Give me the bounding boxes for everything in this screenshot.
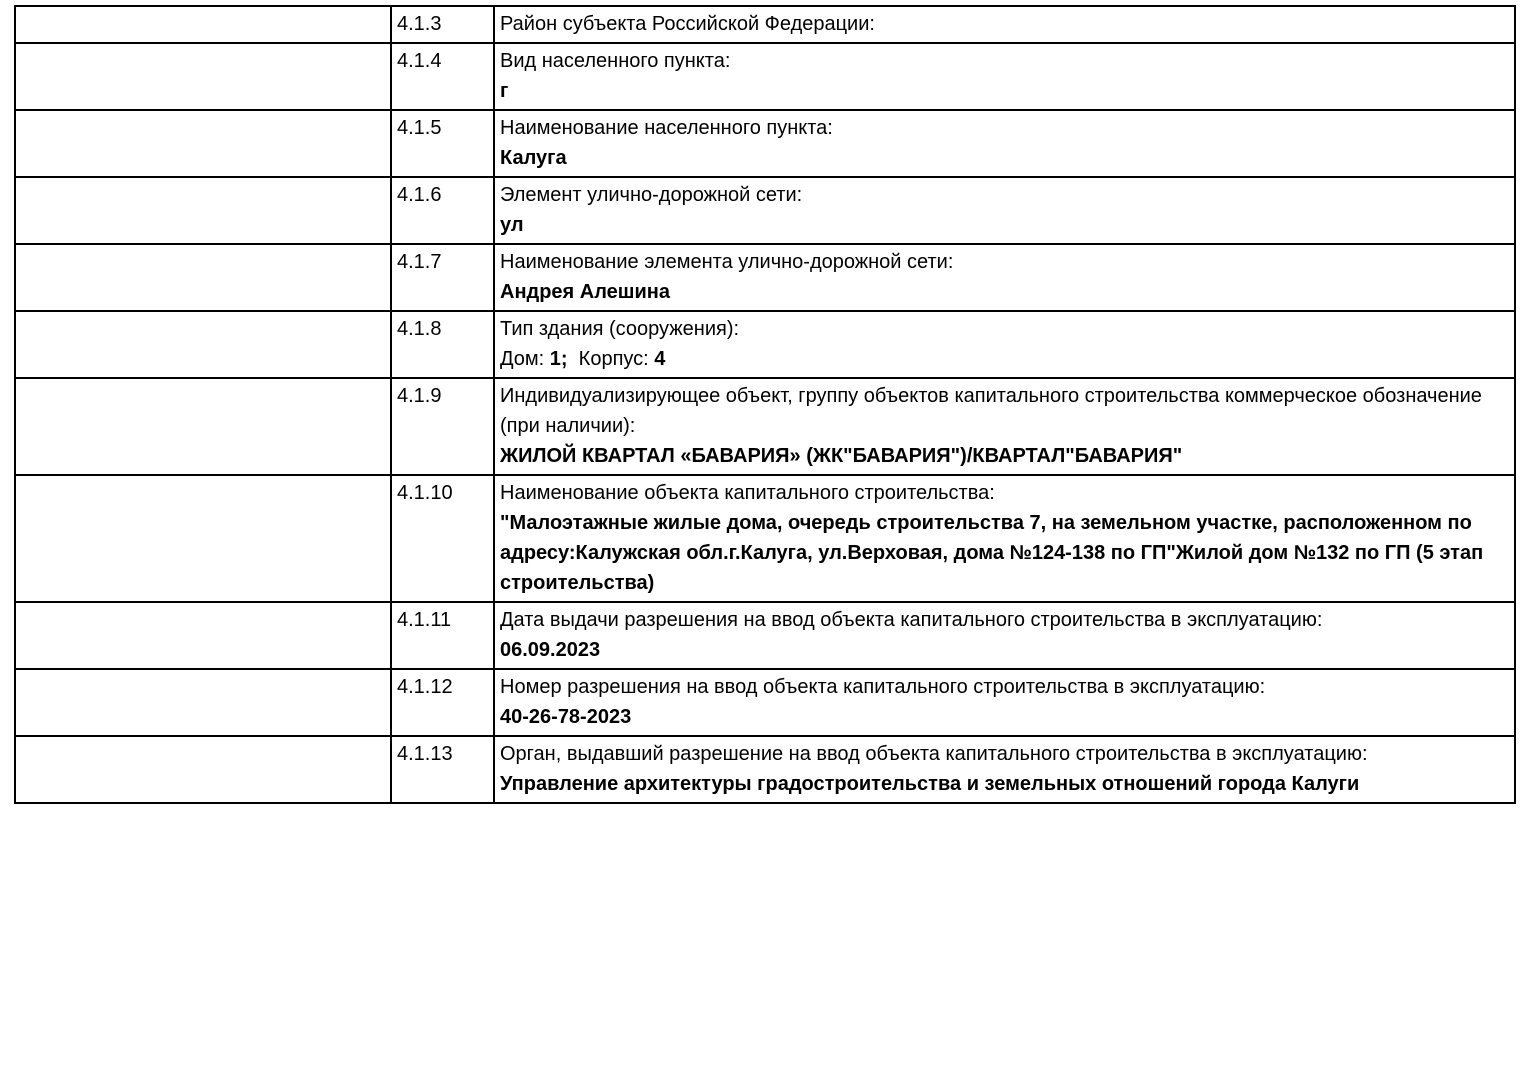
table-row [15,311,1515,378]
item-label: Тип здания (сооружения): [500,318,740,340]
table-row [15,669,1515,736]
item-number: 4.1.4 [391,43,494,110]
item-value: Управление архитектуры градостроительства и земельных отношений города Калуги [500,773,1360,795]
item-content-cell [494,669,1515,736]
item-value: ул [500,214,524,236]
item-number: 4.1.3 [391,6,494,43]
table-row [15,43,1515,110]
item-value: 06.09.2023 [500,639,601,661]
table-row [15,475,1515,602]
empty-cell [15,602,391,669]
item-value [500,344,1509,374]
value-part-regular: Корпус: [567,348,655,370]
item-number: 4.1.11 [391,602,494,669]
item-number: 4.1.12 [391,669,494,736]
empty-cell [15,177,391,244]
empty-cell [15,736,391,803]
item-number: 4.1.13 [391,736,494,803]
empty-cell [15,110,391,177]
value-part-bold: 1; [549,348,568,370]
item-content-cell [494,43,1515,110]
item-label: Вид населенного пункта: [500,50,731,72]
table-row [15,378,1515,475]
item-number: 4.1.8 [391,311,494,378]
item-value: Андрея Алешина [500,281,670,303]
empty-cell [15,6,391,43]
item-content-cell [494,736,1515,803]
table-row [15,110,1515,177]
table-row [15,177,1515,244]
empty-cell [15,311,391,378]
declaration-table-body [15,6,1515,803]
item-number: 4.1.5 [391,110,494,177]
value-part-bold: 4 [654,348,666,370]
item-label: Район субъекта Российской Федерации: [500,13,875,35]
table-row [15,6,1515,43]
item-content-cell [494,110,1515,177]
item-label: Дата выдачи разрешения на ввод объекта капитального строительства в эксплуатацию: [500,609,1323,631]
table-row [15,602,1515,669]
item-content-cell [494,6,1515,43]
item-label: Наименование объекта капитального строительства: [500,482,995,504]
empty-cell [15,669,391,736]
item-label: Наименование элемента улично-дорожной сети: [500,251,954,273]
item-label: Номер разрешения на ввод объекта капитального строительства в эксплуатацию: [500,676,1266,698]
item-content-cell [494,475,1515,602]
empty-cell [15,244,391,311]
empty-cell [15,378,391,475]
item-content-cell [494,177,1515,244]
item-label: Орган, выдавший разрешение на ввод объекта капитального строительства в эксплуатацию: [500,743,1368,765]
empty-cell [15,43,391,110]
declaration-table [14,5,1516,804]
item-label: Элемент улично-дорожной сети: [500,184,803,206]
item-content-cell [494,311,1515,378]
empty-cell [15,475,391,602]
item-value: г [500,80,509,102]
item-value: Калуга [500,147,567,169]
item-number: 4.1.9 [391,378,494,475]
item-value: 40-26-78-2023 [500,706,632,728]
item-content-cell [494,244,1515,311]
table-row [15,736,1515,803]
table-row [15,244,1515,311]
value-part-regular: Дом: [500,348,550,370]
item-label: Индивидуализирующее объект, группу объектов капитального строительства коммерческое обозначение (при наличии): [500,385,1488,437]
item-number: 4.1.6 [391,177,494,244]
item-content-cell [494,602,1515,669]
item-number: 4.1.7 [391,244,494,311]
item-value: ЖИЛОЙ КВАРТАЛ «БАВАРИЯ» (ЖК"БАВАРИЯ")/КВАРТАЛ"БАВАРИЯ" [500,445,1183,467]
item-value: "Малоэтажные жилые дома, очередь строительства 7, на земельном участке, расположенном по адресу:Калужская обл.г.Калуга, ул.Верховая, дома №124-138 по ГП"Жилой дом №132 по ГП (5 этап строительства) [500,512,1489,594]
item-number: 4.1.10 [391,475,494,602]
item-label: Наименование населенного пункта: [500,117,833,139]
item-content-cell [494,378,1515,475]
